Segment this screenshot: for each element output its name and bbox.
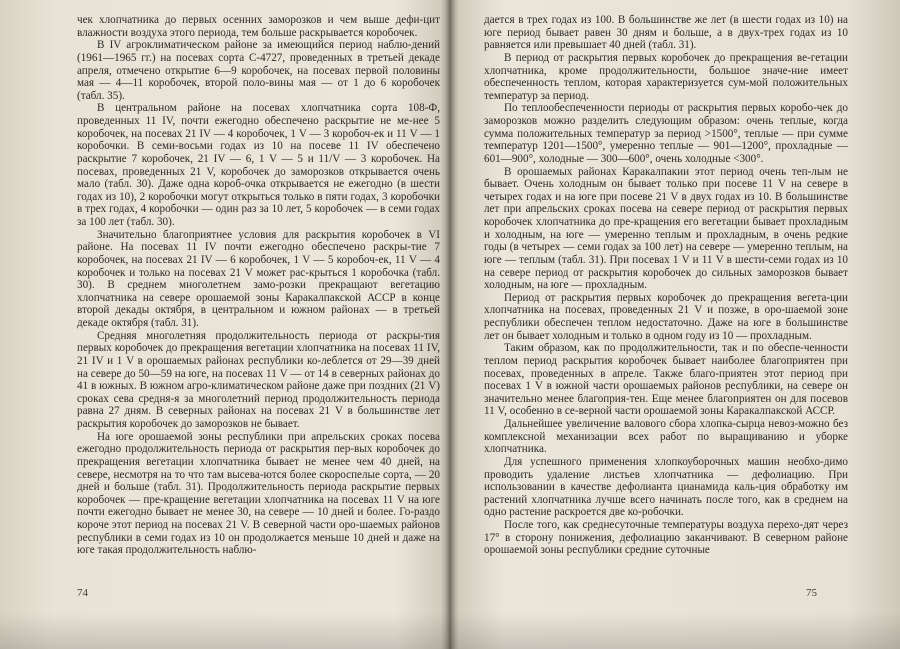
right-page-text — [484, 14, 848, 557]
paragraph: На юге орошаемой зоны республики при апрельских сроках посева ежегодно продолжительность периода от раскрытия пер-вых коробочек до прекращения вегетации хлопчатника бывает не менее чем 40 дней, на севере, несмотря на то что там высева-ются более скороспелые сорта, — 20 дней и больше (табл. 31). Продолжительность периода раскрытие первых коробочек — пре-кращение вегетации хлопчатника на посевах 11 V на юге почти ежегодно бывает не менее 30, на севере — 10 дней и более. Го-раздо короче этот период на посевах 21 V. В северной части оро-шаемых районов республики в семи годах из 10 он продолжается меньше 10 дней и даже на юге такая продолжительность наблю- — [77, 430, 440, 557]
paragraph: Значительно благоприятнее условия для раскрытия коробочек в VI районе. На посевах 11 IV почти ежегодно обеспечено раскры-тие 7 коробочек, на посевах 21 IV — 6 коробочек, 1 V — 5 коробоч-ек, 11 V — 4 коробочек и только на посевах 21 V может рас-крыться 1 коробочка (табл. 30). В среднем многолетнем замо-розки прекращают вегетацию хлопчатника на севере орошаемой зоны Каракалпакской АССР в конце второй декады октября, в центральном и южном районах — в третьей декаде октября (табл. 31). — [77, 228, 440, 329]
paragraph: В IV агроклиматическом районе за имеющийся период наблю-дений (1961—1965 гг.) на посевах сорта С-4727, проведенных в третьей декаде апреля, отмечено открытие 6—9 коробочек, на посевах первой половины мая — 4—11 коробочек, второй поло-вины мая — от 1 до 6 коробочек (табл. 35). — [77, 39, 440, 102]
paragraph: В центральном районе на посевах хлопчатника сорта 108-Ф, проведенных 11 IV, почти ежегодно обеспечено раскрытие не ме-нее 5 коробочек, на посевах 21 IV — 4 коробочек, 1 V — 3 коробоч-ек и 11 V — 1 коробочки. В семи-восьми годах из 10 на посеве 11 IV обеспечено раскрытие 7 коробочек, 21 IV — 6, 1 V — 5 и 11/V — 3 коробочек. На посевах, проведенных 21 V, коробочек до заморозков открывается очень мало (табл. 30). Даже одна короб-очка открывается не ежегодно (в шести годах из 10), 2 коробочки могут открыться только в пяти годах, 3 коробочки в трех годах, 4 коробочки — один раз за 10 лет, 5 коробочек — в семи годах за 100 лет (табл. 30). — [77, 102, 440, 228]
paragraph: Дальнейшее увеличение валового сбора хлопка-сырца невоз-можно без комплексной механизации всех работ по выращиванию и уборке хлопчатника. — [484, 418, 848, 456]
page-number: 75 — [806, 587, 817, 599]
left-page-text — [77, 14, 440, 557]
paragraph: Таким образом, как по продолжительности, так и по обеспе-ченности теплом период раскрытия коробочек бывает наиболее благоприятен при посевах, проведенных в апреле. Также благо-приятен этот период при посевах 1 V в южной части орошаемых районов республики, на севере он значительно менее благоприя-тен. Еще менее благоприятен он для посевов 11 V, особенно в се-верной части орошаемой зоны Каракалпакской АССР. — [484, 342, 848, 418]
paragraph: Для успешного применения хлопкоуборочных машин необхо-димо проводить удаление листьев хлопчатника — дефолиацию. При использовании в качестве дефолианта цианамида каль-ция обработку им растений хлопчатника лучше всего начинать после того, как в среднем на одно растение раскроется две ко-робочки. — [484, 455, 848, 519]
right-page — [450, 0, 900, 649]
paragraph: В орошаемых районах Каракалпакии этот период очень теп-лым не бывает. Очень холодным он бывает только при посеве 11 V на севере в четырех годах и на юге при посеве 21 V в двух годах из 10. В большинстве лет при апрельских сроках посева на севере период от раскрытия первых коробочек хлопчатника до пре-кращения его вегетации бывает прохладным и холодным, на юге — умеренно теплым и прохладным, в очень редкие годы (в четырех — семи годах за 100 лет) на севере — умеренно теплым, на юге — теплым (табл. 31). При посевах 1 V и 11 V в шести-семи годах из 10 на севере период от раскрытия коробочек до сильных заморозков бывает холодным, на юге — прохладным. — [484, 165, 848, 292]
paragraph: Средняя многолетняя продолжительность периода от раскры-тия первых коробочек до прекращения вегетации хлопчатника на посевах 11 IV, 21 IV и 1 V в орошаемых районах республики ко-леблется от 29—39 дней на севере до 50—59 на юге, на посевах 11 V — от 14 в северных районах до 41 в южных. В южном агро-климатическом районе даже при поздних (21 V) сроках сева средня-я за многолетний период продолжительность периода равна 27 дням. В северных районах на посевах 21 V в большинстве лет раскрытия коробочек до заморозков не бывает. — [77, 329, 440, 430]
page-number: 74 — [77, 587, 88, 599]
paragraph: чек хлопчатника до первых осенних заморозков и чем выше дефи-цит влажности воздуха этого периода, тем больше раскрывается коробочек. — [77, 14, 440, 39]
paragraph: дается в трех годах из 100. В большинстве же лет (в шести годах из 10) на юге период бывает равен 30 дням и больше, а в двух-трех годах из 10 равняется или превышает 40 дней (табл. 31). — [484, 14, 848, 52]
book-binding-shadow — [441, 0, 459, 649]
page-bottom-shadow — [0, 612, 900, 649]
paragraph: Период от раскрытия первых коробочек до прекращения вегета-ции хлопчатника на посевах, проведенных 21 V и позже, в оро-шаемой зоне республики обеспечен теплом недостаточно. Даже на юге в большинстве лет он бывает холодным и только в одном году из 10 — прохладным. — [484, 291, 848, 342]
paragraph: В период от раскрытия первых коробочек до прекращения ве-гетации хлопчатника, кроме продолжительности, большое значе-ние имеет обеспеченность теплом, которая характеризуется сум-мой положительных температур за период. — [484, 51, 848, 102]
paragraph: После того, как среднесуточные температуры воздуха перехо-дят через 17° в сторону понижения, дефолиацию заканчивают. В северном районе орошаемой зоны республики средние суточные — [484, 519, 848, 557]
paragraph: По теплообеспеченности периоды от раскрытия первых коробо-чек до заморозков можно разделить следующим образом: очень теплые, когда сумма положительных температур за период >1500°, теплые — при сумме температур 1201—1500°, умеренно теплые — 901—1200°, прохладные — 601—900°, холодные — 300—600°, очень холодные <300°. — [484, 102, 848, 165]
